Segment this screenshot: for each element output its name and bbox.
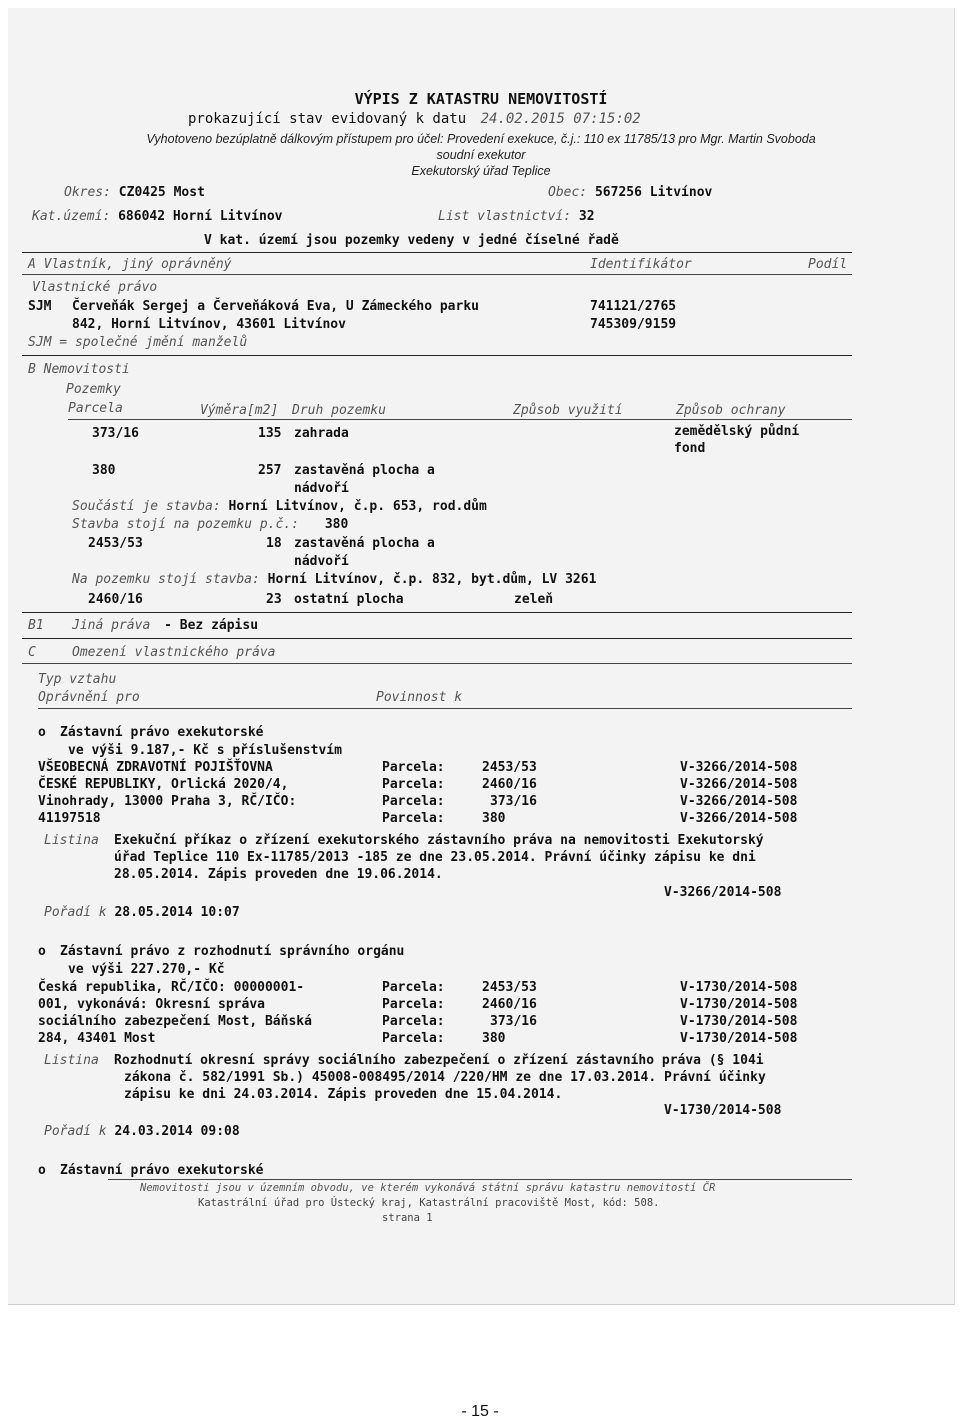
reference: V-1730/2014-508	[680, 1014, 798, 1029]
listina-label: Listina	[44, 1053, 99, 1068]
kat-uzemi-value: 686042 Horní Litvínov	[118, 209, 283, 224]
okres-label: Okres:	[64, 185, 111, 200]
section-a-title: A Vlastník, jiný oprávněný	[28, 257, 232, 272]
document-title: VÝPIS Z KATASTRU NEMOVITOSTÍ	[354, 90, 608, 108]
parcel-value: 2453/53	[482, 760, 537, 775]
owner-code: SJM	[28, 299, 52, 314]
building-note-3	[72, 572, 596, 587]
parcel-value: 2460/16	[482, 777, 537, 792]
okres	[64, 185, 205, 200]
section-c-title: Omezení vlastnického práva	[72, 645, 276, 660]
divider	[22, 274, 852, 275]
col-parcela: Parcela	[68, 401, 123, 416]
parcel-value: 373/16	[490, 1014, 537, 1029]
parcel-label: Parcela:	[382, 1014, 445, 1029]
building-note	[72, 499, 487, 514]
parcel-area: 18	[266, 536, 282, 551]
entry-title: Zástavní právo z rozhodnutí správního orgánu	[60, 944, 405, 959]
divider	[22, 638, 852, 639]
listina-line: úřad Teplice 110 Ex-11785/2013 -185 ze dne 23.05.2014. Právní účinky zápisu ke dni	[114, 850, 756, 865]
parcel-value: 2460/16	[482, 997, 537, 1012]
poradi-value: 24.03.2014 09:08	[114, 1124, 240, 1139]
typ-vztahu: Typ vztahu	[38, 672, 117, 687]
obec	[548, 185, 712, 200]
issuer-office: Exekutorský úřad Teplice	[411, 164, 551, 178]
entry-title: Zástavní právo exekutorské	[60, 725, 264, 740]
section-b1-code: B1	[28, 618, 44, 633]
entry-bullet: o	[38, 1163, 46, 1178]
divider	[22, 355, 852, 356]
creditor-line: 284, 43401 Most	[38, 1031, 156, 1046]
divider	[108, 1179, 852, 1180]
subtitle	[188, 111, 641, 127]
parcel-protection-2: fond	[674, 441, 706, 456]
parcel-value: 373/16	[490, 794, 537, 809]
lv-value: 32	[578, 209, 595, 224]
parcel-label: Parcela:	[382, 794, 445, 809]
poradi	[44, 1124, 240, 1139]
section-b1-value: - Bez zápisu	[164, 618, 259, 633]
listina-reference: V-3266/2014-508	[664, 885, 782, 900]
entry-title: Zástavní právo exekutorské	[60, 1163, 264, 1178]
list-vlastnictvi	[438, 209, 595, 224]
sjm-note: SJM = společné jmění manželů	[28, 335, 248, 350]
creditor-line: Vinohrady, 13000 Praha 3, RČ/IČO:	[38, 794, 297, 809]
building-note-2-value: 380	[324, 517, 349, 532]
parcel-type: ostatní plocha	[294, 592, 404, 607]
listina-line: Rozhodnutí okresní správy sociálního zabezpečení o zřízení zástavního práva (§ 104i	[114, 1053, 764, 1068]
parcel-label: Parcela:	[382, 997, 445, 1012]
entry-amount: ve výši 9.187,- Kč s příslušenstvím	[68, 743, 342, 758]
creditor-line: 001, vykonává: Okresní správa	[38, 997, 265, 1012]
parcel-label: Parcela:	[382, 980, 445, 995]
issued-line: Vyhotoveno bezúplatně dálkovým přístupem pro účel: Provedení exekuce, č.j.: 110 ex 11785/13 pro Mgr. Martin Svoboda	[146, 132, 816, 146]
location-note: V kat. území jsou pozemky vedeny v jedné číselné řadě	[204, 233, 619, 248]
building-note-2	[72, 517, 348, 532]
kat-uzemi	[32, 209, 282, 224]
col-vymera: Výměra[m2]	[200, 403, 279, 418]
section-c-code: C	[28, 645, 36, 660]
parcel-value: 380	[482, 811, 506, 826]
divider	[38, 708, 852, 709]
building-note-label: Součástí je stavba:	[72, 499, 221, 514]
parcel-area: 23	[266, 592, 282, 607]
document-sheet	[8, 8, 955, 1305]
parcel-number: 2453/53	[88, 536, 143, 551]
reference: V-1730/2014-508	[680, 980, 798, 995]
building-note-3-value: Horní Litvínov, č.p. 832, byt.dům, LV 3261	[267, 572, 597, 587]
owner-line-1: Červeňák Sergej a Červeňáková Eva, U Zámeckého parku	[72, 299, 479, 314]
footer-line-2: Katastrální úřad pro Ústecký kraj, Katastrální pracoviště Most, kód: 508.	[198, 1197, 660, 1209]
parcel-area: 257	[258, 463, 282, 478]
divider	[22, 612, 852, 613]
parcel-type: zastavěná plocha a	[294, 536, 435, 551]
section-b-subhead: Pozemky	[66, 382, 121, 397]
povinnost-k: Povinnost k	[376, 690, 463, 705]
listina-line: zákona č. 582/1991 Sb.) 45008-008495/2014 /220/HM ze dne 17.03.2014. Právní účinky	[124, 1070, 766, 1085]
section-b1	[72, 618, 258, 633]
col-druh: Druh pozemku	[292, 403, 386, 418]
parcel-type-2: nádvoří	[294, 554, 349, 569]
reference: V-1730/2014-508	[680, 997, 798, 1012]
creditor-line: VŠEOBECNÁ ZDRAVOTNÍ POJIŠŤOVNA	[38, 760, 273, 775]
parcel-usage: zeleň	[514, 592, 554, 607]
listina-line: Exekuční příkaz o zřízení exekutorského zástavního práva na nemovitosti Exekutorský	[114, 833, 764, 848]
parcel-label: Parcela:	[382, 811, 445, 826]
parcel-number: 2460/16	[88, 592, 143, 607]
col-podil: Podíl	[808, 257, 848, 272]
entry-bullet: o	[38, 725, 46, 740]
col-identifikator: Identifikátor	[590, 257, 692, 272]
parcel-label: Parcela:	[382, 1031, 445, 1046]
parcel-number: 380	[92, 463, 116, 478]
divider	[22, 663, 852, 664]
creditor-line: sociálního zabezpečení Most, Báňská	[38, 1014, 312, 1029]
page-number: - 15 -	[461, 1403, 499, 1420]
subtitle-prefix: prokazující stav evidovaný k datu	[188, 111, 467, 127]
listina-label: Listina	[44, 833, 99, 848]
obec-label: Obec:	[548, 185, 588, 200]
issuer-role: soudní exekutor	[436, 148, 526, 162]
building-note-value: Horní Litvínov, č.p. 653, rod.dům	[228, 499, 487, 514]
reference: V-3266/2014-508	[680, 777, 798, 792]
subtitle-date: 24.02.2015 07:15:02	[480, 111, 641, 127]
entry-bullet: o	[38, 944, 46, 959]
reference: V-3266/2014-508	[680, 811, 798, 826]
divider	[22, 252, 852, 253]
col-ochrana: Způsob ochrany	[676, 403, 786, 418]
parcel-value: 2453/53	[482, 980, 537, 995]
okres-value: CZ0425 Most	[118, 185, 205, 200]
col-vyuziti: Způsob využití	[513, 403, 623, 418]
parcel-value: 380	[482, 1031, 506, 1046]
parcel-protection: zemědělský půdní	[674, 424, 800, 439]
parcel-type: zastavěná plocha a	[294, 463, 435, 478]
obec-value: 567256 Litvínov	[594, 185, 713, 200]
parcel-label: Parcela:	[382, 777, 445, 792]
lv-label: List vlastnictví:	[438, 209, 572, 224]
section-a-subhead: Vlastnické právo	[32, 280, 158, 295]
owner-line-2: 842, Horní Litvínov, 43601 Litvínov	[72, 317, 346, 332]
creditor-line: ČESKÉ REPUBLIKY, Orlická 2020/4,	[38, 777, 289, 792]
divider	[68, 419, 852, 420]
building-note-2-label: Stavba stojí na pozemku p.č.:	[72, 517, 299, 532]
listina-line: zápisu ke dni 24.03.2014. Zápis proveden dne 15.04.2014.	[124, 1087, 563, 1102]
poradi	[44, 905, 240, 920]
opravneni-pro: Oprávnění pro	[38, 690, 140, 705]
footer-line-1: Nemovitosti jsou v územním obvodu, ve kterém vykonává státní správu katastru nemovitostí ČR	[140, 1182, 716, 1194]
parcel-label: Parcela:	[382, 760, 445, 775]
footer-page-label: strana 1	[382, 1212, 433, 1224]
reference: V-1730/2014-508	[680, 1031, 798, 1046]
owner-id-2: 745309/9159	[590, 317, 677, 332]
section-b1-title: Jiná práva	[72, 618, 151, 633]
creditor-line: 41197518	[38, 811, 101, 826]
poradi-label: Pořadí k	[44, 905, 107, 920]
parcel-area: 135	[258, 426, 282, 441]
parcel-type-2: nádvoří	[294, 481, 349, 496]
listina-line: 28.05.2014. Zápis proveden dne 19.06.2014.	[114, 867, 443, 882]
parcel-number: 373/16	[92, 426, 139, 441]
creditor-line: Česká republika, RČ/IČO: 00000001-	[38, 980, 305, 995]
building-note-3-label: Na pozemku stojí stavba:	[72, 572, 260, 587]
reference: V-3266/2014-508	[680, 760, 798, 775]
entry-amount: ve výši 227.270,- Kč	[68, 962, 225, 977]
kat-uzemi-label: Kat.území:	[32, 209, 111, 224]
reference: V-3266/2014-508	[680, 794, 798, 809]
poradi-value: 28.05.2014 10:07	[114, 905, 240, 920]
poradi-label: Pořadí k	[44, 1124, 107, 1139]
owner-id-1: 741121/2765	[590, 299, 677, 314]
parcel-type: zahrada	[294, 426, 349, 441]
listina-reference: V-1730/2014-508	[664, 1103, 782, 1118]
section-b-title: B Nemovitosti	[28, 362, 130, 377]
